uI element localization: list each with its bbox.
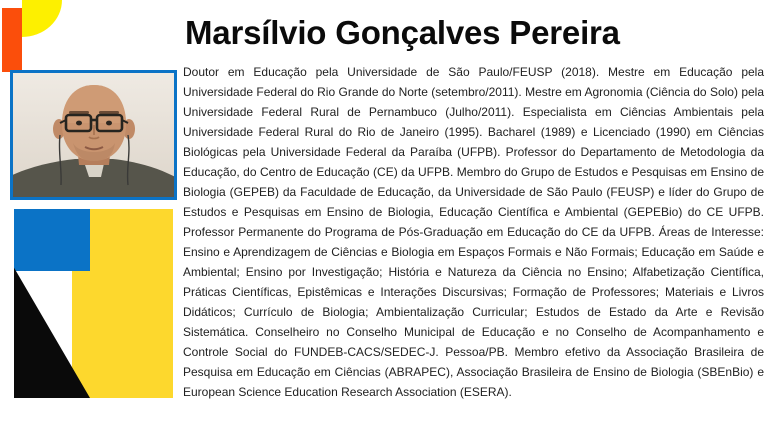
decorative-orange-bar <box>2 8 22 72</box>
decorative-blue-rectangle <box>14 209 90 271</box>
profile-photo-illustration <box>13 73 174 197</box>
profile-photo <box>10 70 177 200</box>
page-title: Marsílvio Gonçalves Pereira <box>185 14 620 51</box>
decorative-composition <box>14 209 173 398</box>
decorative-yellow-quarter-circle <box>22 0 62 37</box>
biography-text: Doutor em Educação pela Universidade de São Paulo/FEUSP (2018). Mestre em Educação pela Universidade Federal do Rio Grande do Norte (setembro/2011). Mestre em Agronomia (Ciência do Solo) pela Universidade Federal Rural de Pernambuco (Julho/2011). Especialista em Ciências Ambientais pela Universidade Federal Rural do Rio de Janeiro (1995). Bacharel (1989) e Licenciado (1990) em Ciências Biológicas pela Universidade Federal da Paraíba (UFPB). Professor do Departamento de Metodologia da Educação, do Centro de Educação (CE) da UFPB. Membro do Grupo de Estudos e Pesquisas em Ensino de Biologia (GEPEB) da Faculdade de Educação, da Universidade de São Paulo (FEUSP) e líder do Grupo de Estudos e Pesquisas em Ensino de Biologia, Educação Científica e Ambiental (GEPEBio) do CE UFPB. Professor Permanente do Programa de Pós-Graduação em Educação do CE da UFPB. Áreas de Interesse: Ensino e Aprendizagem de Ciências e Biologia em Espaços Formais e Não Formais; Educação em Saúde e Ambiental; Ensino por Investigação; História e Natureza da Ciência no Ensino; Alfabetização Científica, Práticas Científicas, Epistêmicas e Interações Discursivas; Formação de Professores; Materiais e Livros Didáticos; Currículo de Biologia; Ambientalização Curricular; Estudos de Estado da Arte e Revisão Sistemática. Conselheiro no Conselho Municipal de Educação e no Conselho de Acompanhamento e Controle Social do FUNDEB-CACS/SEDEC-J. Pessoa/PB. Membro efetivo da Associação Brasileira de Pesquisa em Educação em Ciências (ABRAPEC), Associação Brasileira de Ensino de Biologia (SBEnBio) e European Science Education Research Association (ESERA). <box>183 65 764 399</box>
